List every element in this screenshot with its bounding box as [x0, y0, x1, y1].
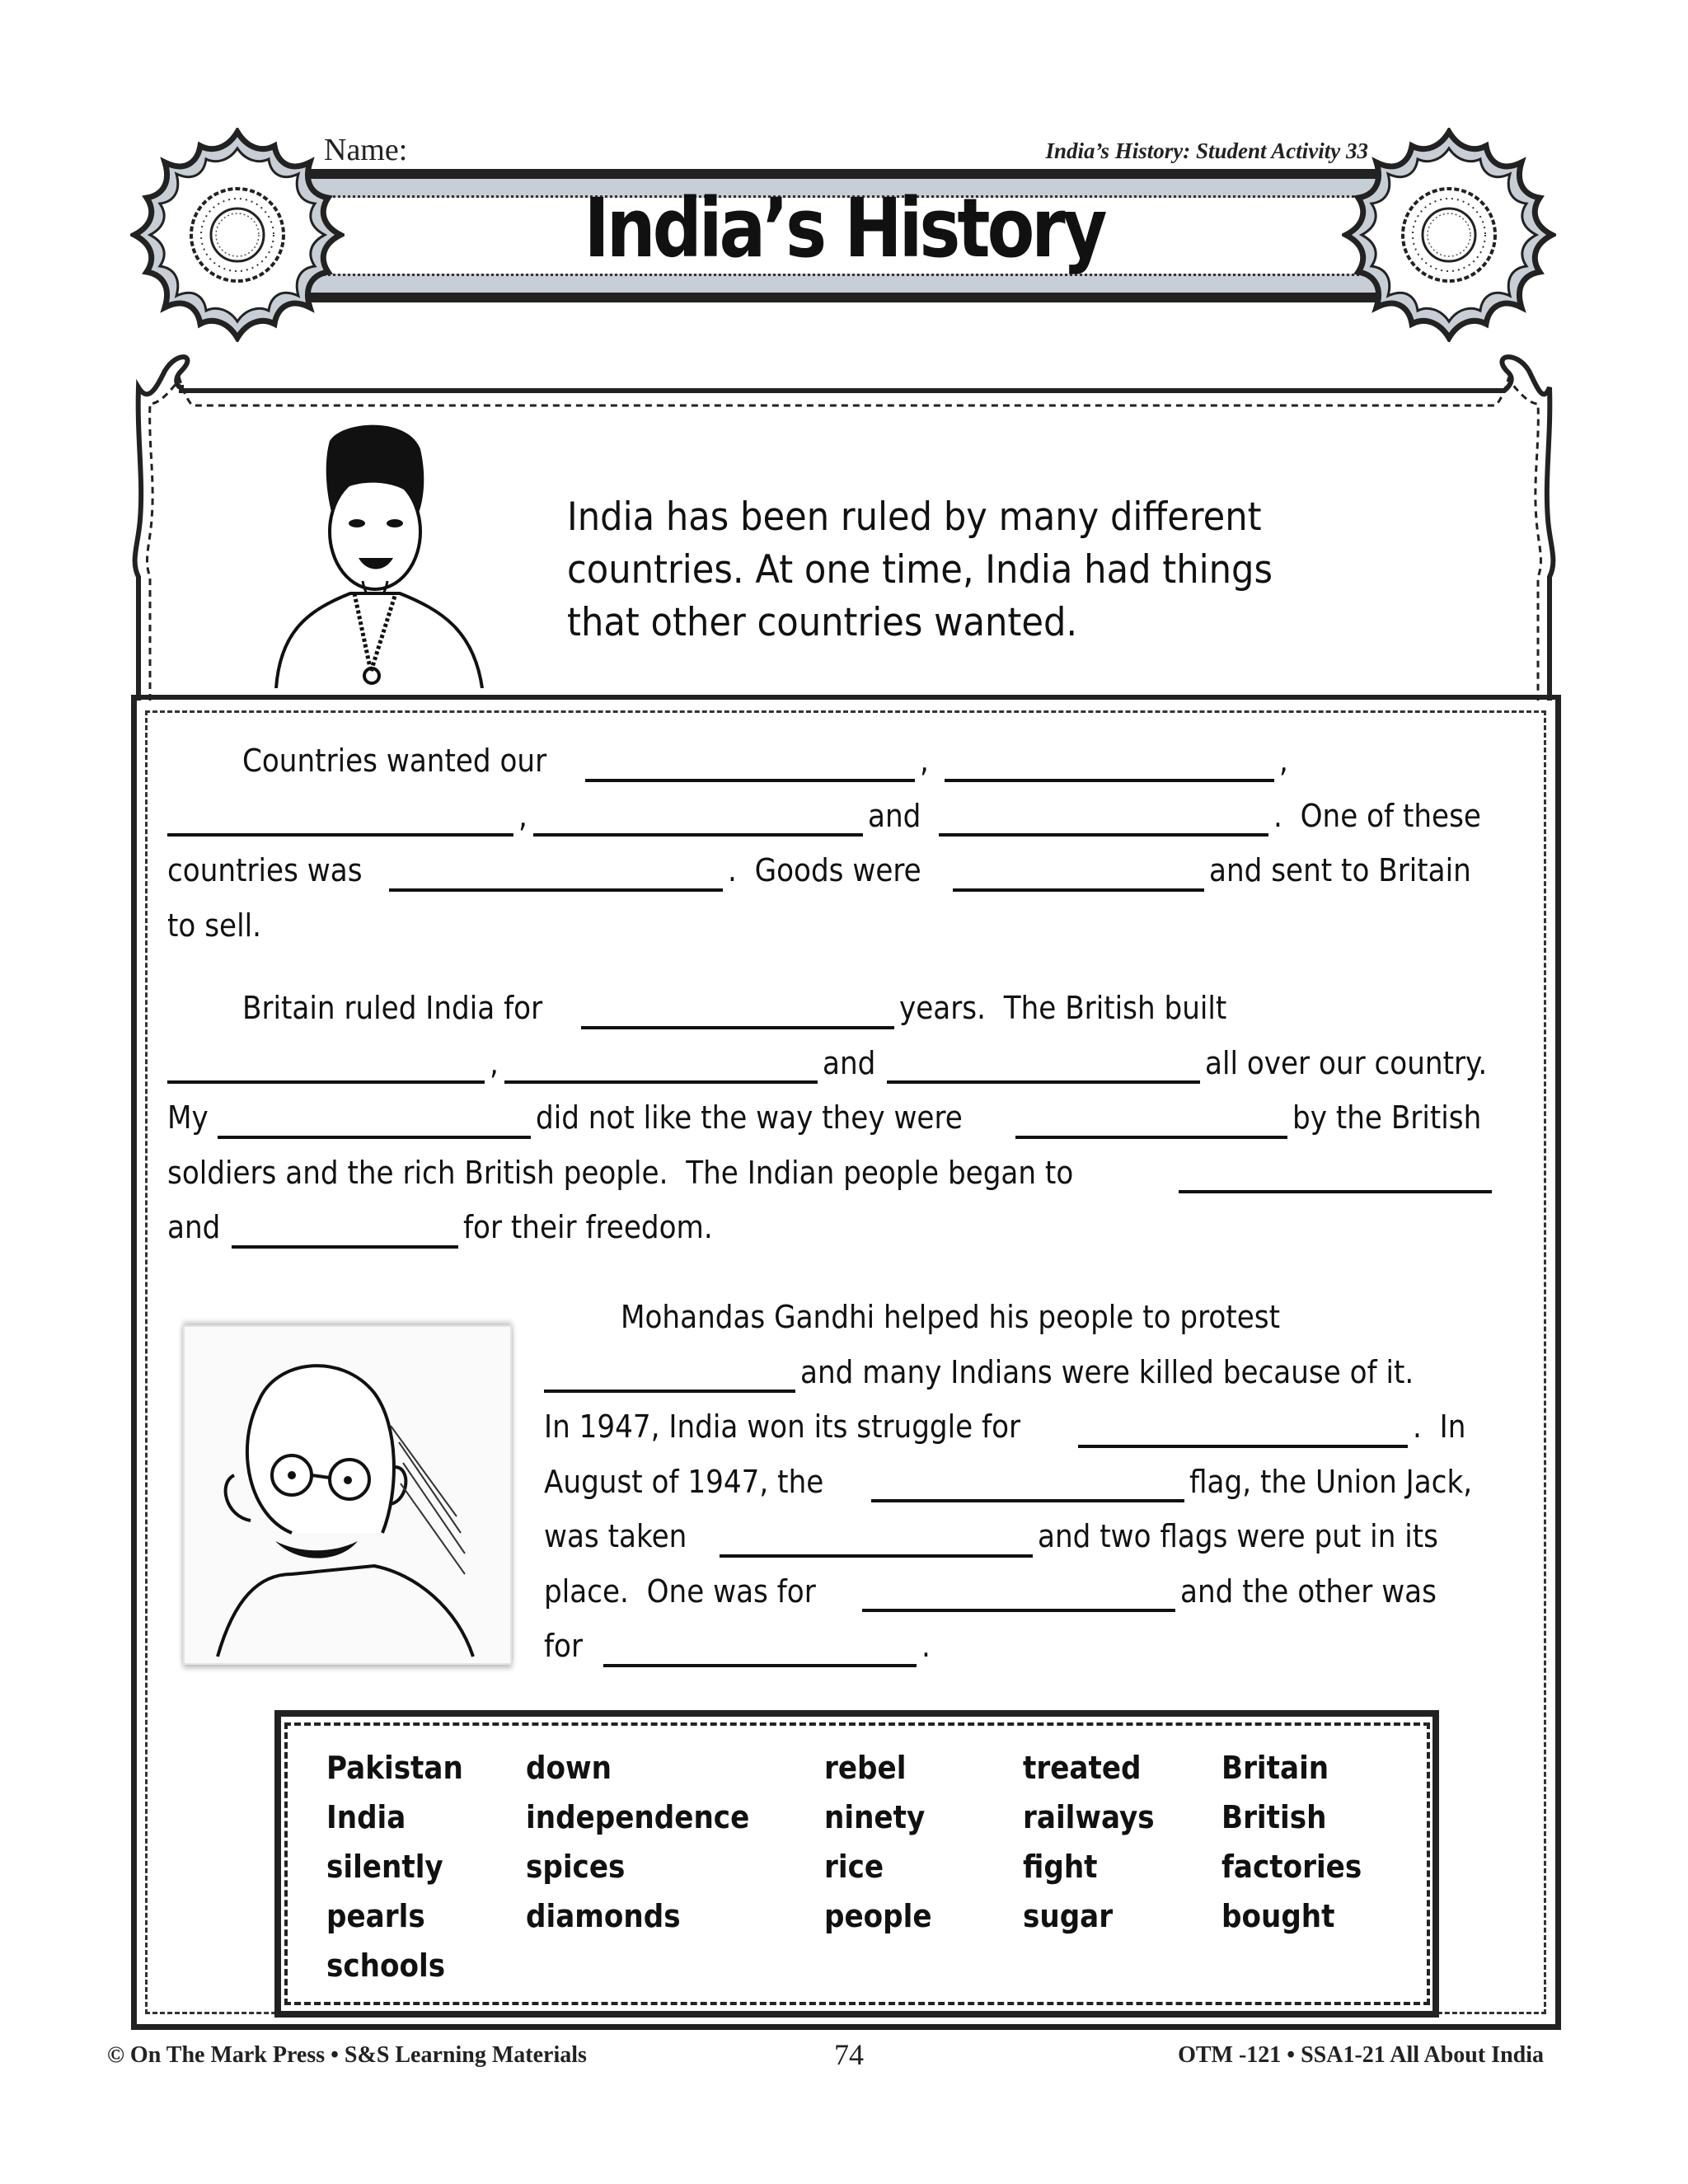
passage-text: to sell.: [167, 907, 261, 944]
banner-band-bottom: [293, 274, 1395, 293]
word-bank-column: [824, 1743, 944, 1941]
word-bank-column: [526, 1743, 774, 1941]
word-bank-column: [1023, 1743, 1169, 1941]
passage-text: . Goods were: [727, 852, 921, 888]
lotus-ornament-icon: [1342, 128, 1556, 342]
passage-text: .: [921, 1628, 931, 1664]
word-bank-item: diamonds: [526, 1898, 681, 1934]
blank-field[interactable]: [504, 1056, 818, 1084]
intro-line: India has been ruled by many different: [567, 494, 1262, 540]
passage-text: ,: [518, 797, 528, 834]
word-bank-item: independence: [526, 1799, 750, 1835]
banner-bar-bottom: [293, 293, 1395, 302]
banner-bar-top: [293, 169, 1395, 179]
passage-text: countries was: [167, 852, 363, 888]
footer-product-code: OTM -121 • SSA1-21 All About India: [1178, 2042, 1544, 2068]
blank-field[interactable]: [603, 1639, 917, 1667]
word-bank-item: India: [326, 1799, 406, 1835]
word-bank-item: people: [824, 1898, 932, 1934]
passage-text: . In: [1413, 1408, 1466, 1445]
blank-field[interactable]: [1179, 1165, 1492, 1193]
paragraph-goods: [167, 733, 1519, 953]
passage-text: Britain ruled India for: [242, 990, 543, 1026]
word-bank-item: pearls: [326, 1898, 425, 1934]
blank-field[interactable]: [862, 1584, 1175, 1612]
blank-field[interactable]: [533, 808, 863, 837]
word-bank-item: railways: [1023, 1799, 1155, 1835]
paragraph-gandhi: [544, 1290, 1533, 1674]
paragraph-british-rule: [167, 981, 1519, 1255]
name-label: Name:: [324, 133, 408, 167]
word-bank-item: factories: [1221, 1849, 1362, 1885]
passage-text: place. One was for: [544, 1572, 816, 1610]
passage-text: and sent to Britain: [1208, 852, 1471, 888]
word-bank-column: [1221, 1743, 1377, 1941]
passage-text: ,: [1279, 743, 1289, 779]
word-bank-item: treated: [1023, 1750, 1142, 1786]
word-bank-column: [326, 1743, 478, 1990]
blank-field[interactable]: [945, 754, 1274, 782]
word-bank-item: rebel: [824, 1750, 907, 1786]
blank-field[interactable]: [939, 808, 1268, 837]
passage-text: by the British: [1292, 1099, 1481, 1136]
word-bank-item: down: [526, 1750, 612, 1786]
blank-field[interactable]: [218, 1111, 531, 1139]
passage-text: did not like the way they were: [536, 1099, 964, 1136]
word-bank-item: Pakistan: [326, 1750, 463, 1786]
passage-text: and: [167, 1209, 221, 1245]
passage-text: soldiers and the rich British people. The Indian people began to: [167, 1154, 1074, 1191]
passage-text: was taken: [544, 1518, 687, 1554]
blank-field[interactable]: [167, 808, 513, 837]
passage-text: . One of these: [1273, 797, 1481, 834]
passage-text: Countries wanted our: [242, 743, 547, 779]
passage-text: all over our country.: [1204, 1044, 1487, 1081]
blank-field[interactable]: [232, 1221, 458, 1249]
intro-line: that other countries wanted.: [567, 600, 1078, 645]
passage-text: flag, the Union Jack,: [1189, 1463, 1473, 1500]
blank-field[interactable]: [389, 864, 723, 892]
blank-field[interactable]: [544, 1365, 795, 1393]
blank-field[interactable]: [1078, 1420, 1408, 1448]
lotus-ornament-icon: [130, 128, 345, 342]
gandhi-portrait-frame: [183, 1325, 512, 1665]
footer-copyright: © On The Mark Press • S&S Learning Materials: [107, 2042, 587, 2068]
passage-text: and: [868, 797, 921, 834]
blank-field[interactable]: [953, 864, 1204, 892]
word-bank-item: schools: [326, 1947, 446, 1984]
blank-field[interactable]: [720, 1530, 1033, 1558]
page-title: India’s History: [584, 180, 1104, 276]
word-bank-item: sugar: [1023, 1898, 1114, 1934]
blank-field[interactable]: [581, 1001, 894, 1029]
intro-line: countries. At one time, India had things: [567, 547, 1273, 593]
word-bank-item: spices: [526, 1849, 626, 1885]
passage-text: August of 1947, the: [544, 1463, 824, 1500]
word-bank-item: fight: [1023, 1849, 1098, 1885]
gandhi-portrait: [185, 1327, 510, 1663]
boy-illustration: [243, 416, 515, 688]
blank-field[interactable]: [887, 1056, 1200, 1084]
word-bank-item: British: [1221, 1799, 1327, 1835]
passage-text: years. The British built: [898, 990, 1226, 1026]
passage-text: for: [544, 1628, 584, 1664]
activity-label: India’s History: Student Activity 33: [1045, 138, 1368, 163]
blank-field[interactable]: [871, 1474, 1184, 1502]
passage-text: and the other was: [1180, 1572, 1437, 1610]
passage-text: In 1947, India won its struggle for: [544, 1408, 1021, 1445]
passage-text: and many Indians were killed because of it.: [800, 1353, 1414, 1390]
word-bank-item: silently: [326, 1849, 443, 1885]
blank-field[interactable]: [167, 1056, 485, 1084]
intro-text: [567, 491, 1363, 649]
passage-text: ,: [920, 743, 930, 779]
word-bank-item: rice: [824, 1849, 884, 1885]
word-bank-item: Britain: [1221, 1750, 1329, 1786]
passage-text: ,: [490, 1044, 499, 1081]
blank-field[interactable]: [585, 754, 915, 782]
passage-text: and two flags were put in its: [1037, 1518, 1438, 1554]
page-number: 74: [834, 2038, 864, 2071]
blank-field[interactable]: [1015, 1111, 1287, 1139]
passage-text: Mohandas Gandhi helped his people to protest: [621, 1299, 1281, 1335]
passage-text: and: [823, 1044, 876, 1081]
passage-text: My: [167, 1099, 209, 1136]
word-bank-item: bought: [1221, 1898, 1335, 1934]
word-bank-item: ninety: [824, 1799, 926, 1835]
passage-text: for their freedom.: [462, 1209, 713, 1245]
